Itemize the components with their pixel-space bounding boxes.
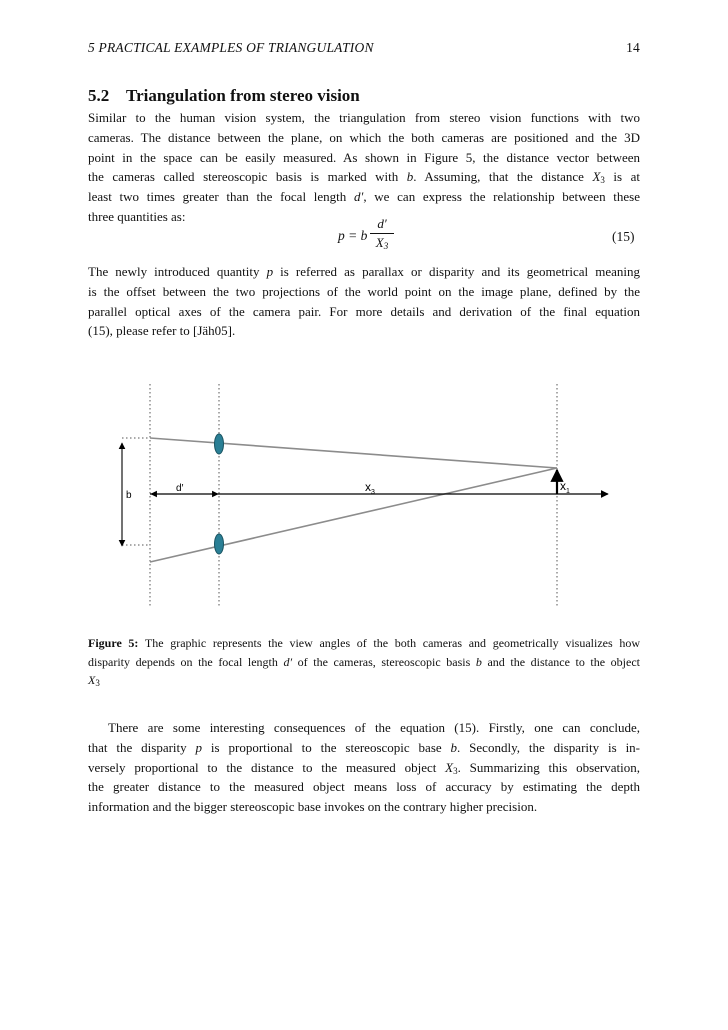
label-d-prime: d′: [176, 483, 184, 494]
figure-caption: [88, 634, 640, 690]
page-number: 14: [626, 40, 640, 55]
text-line: (15), please refer to [Jäh05].: [88, 323, 236, 339]
caption-line: $X_3$: [88, 673, 100, 688]
equation-15: [336, 216, 416, 256]
paragraph-consequences: [88, 718, 640, 817]
label-x3: $x_3$: [365, 480, 375, 496]
text-line: Similar to the human vision system, the triangulation from stereo vision functions with two: [88, 110, 640, 125]
text-line: the cameras called stereoscopic basis is marked with b. Assuming, that the distance $X_3$ is at: [88, 169, 641, 186]
text-line: point in the space can be easily measured. As shown in Figure 5, the distance vector between: [88, 149, 640, 165]
text-line: information and the bigger stereoscopic base invokes on the contrary higher precision.: [88, 799, 538, 815]
text-line: the greater distance to the measured object means loss of accuracy by estimating the depth: [88, 779, 640, 795]
text-line: is the offset between the two projections of the world point on the image plane, defined by the: [88, 283, 640, 299]
fraction-denominator: $X_3$: [375, 235, 389, 251]
math-x: X: [592, 169, 601, 185]
fraction-bar: [370, 233, 394, 234]
paragraph-parallax: [88, 262, 640, 341]
equation-number: (15): [612, 229, 635, 244]
equation-lhs: p = b: [338, 228, 368, 243]
text-line: three quantities as:: [88, 208, 186, 224]
upper-view-ray: [150, 438, 557, 468]
section-number: 5.2: [88, 86, 110, 105]
caption-label: Figure 5:: [88, 636, 139, 650]
section-heading: [88, 86, 360, 106]
figure-5-diagram: [88, 380, 640, 620]
section-title: Triangulation from stereo vision: [126, 86, 360, 105]
running-title: 5 PRACTICAL EXAMPLES OF TRIANGULATION: [88, 40, 374, 55]
caption-line: disparity depends on the focal length d′ of the cameras, stereoscopic basis b and the distance to the object: [88, 654, 640, 669]
text-line: least two times greater than the focal length d′, we can express the relationship between these: [88, 189, 641, 205]
equation-fraction: [370, 216, 394, 251]
text-line: There are some interesting consequences of the equation (15). Firstly, one can conclude,: [108, 720, 640, 735]
paragraph-intro: [88, 108, 640, 227]
math-b: b: [406, 169, 414, 185]
lower-view-ray: [150, 468, 557, 562]
caption-line: Figure 5: The graphic represents the view angles of the both cameras and geometrically visualizes how: [88, 636, 640, 650]
label-x1: $x_1$: [560, 479, 570, 495]
fraction-numerator: d′: [377, 216, 387, 231]
math-p: p: [266, 264, 274, 279]
text-line: cameras. The distance between the plane, on which the both cameras are positioned and the 3D: [88, 129, 640, 145]
text-line: that the disparity p is proportional to the stereoscopic base b. Secondly, the disparity is in-: [88, 739, 641, 755]
text-line: versely proportional to the distance to the measured object $X_3$. Summarizing this observation,: [88, 759, 640, 776]
text-line: parallel optical axes of the camera pair. For more details and derivation of the final equation: [88, 303, 640, 319]
upper-lens-icon: [215, 434, 224, 454]
stereo-vision-diagram: [88, 380, 640, 620]
label-b: b: [126, 490, 132, 501]
math-d: d′: [353, 189, 364, 205]
lower-lens-icon: [215, 534, 224, 554]
text-line: The newly introduced quantity p is referred as parallax or disparity and its geometrical meaning: [88, 264, 640, 279]
running-header: [88, 40, 640, 60]
